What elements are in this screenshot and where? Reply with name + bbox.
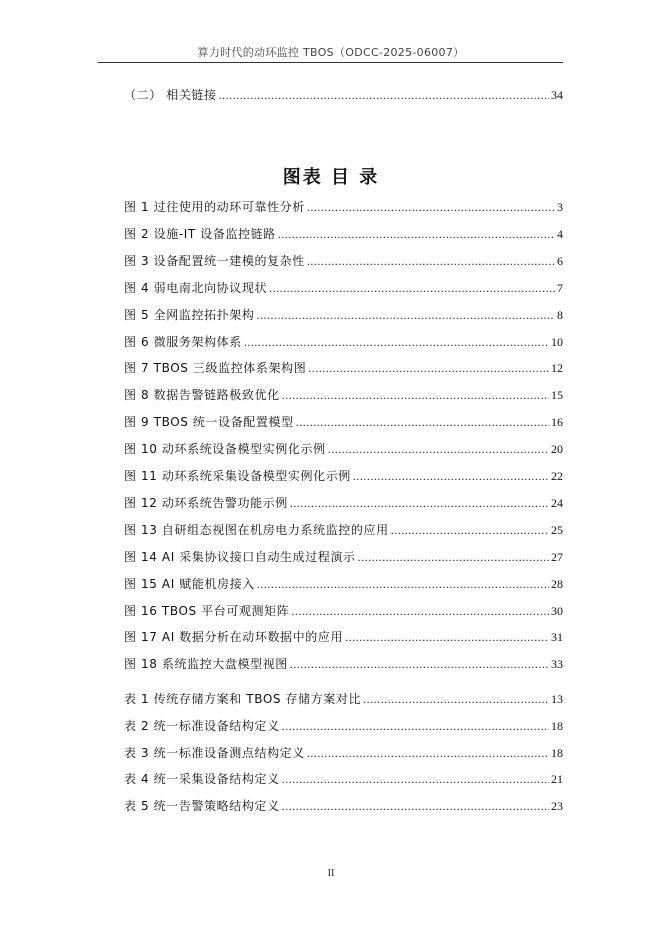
table-toc-entry[interactable] xyxy=(124,690,563,706)
toc-entry-label: 图 5 全网监控拓扑架构 xyxy=(124,307,255,322)
toc-entry-page: 3 xyxy=(557,200,563,214)
figure-toc-entry[interactable] xyxy=(124,252,563,268)
toc-entry-page: 25 xyxy=(551,522,563,537)
toc-entry-label: 图 11 动环系统采集设备模型实例化示例 xyxy=(124,469,351,483)
toc-leader-dots xyxy=(219,88,549,103)
toc-entry-label: 图 13 自研组态视图在机房电力系统监控的应用 xyxy=(124,522,389,537)
toc-entry-page: 13 xyxy=(551,692,563,706)
toc-entry-label: 图 18 系统监控大盘模型视图 xyxy=(124,657,288,672)
figure-toc-entry[interactable] xyxy=(124,467,563,483)
toc-entry-page: 27 xyxy=(551,549,563,564)
figure-toc-entry[interactable] xyxy=(124,386,563,402)
toc-entry-label: 图 7 TBOS 三级监控体系架构图 xyxy=(124,361,307,376)
toc-leader-dots xyxy=(345,630,549,645)
toc-entry-page: 20 xyxy=(551,442,563,457)
toc-entry-label: 图 16 TBOS 平台可观测矩阵 xyxy=(124,603,290,618)
toc-entry-label: 表 3 统一标准设备测点结构定义 xyxy=(124,745,305,760)
toc-entry-page: 16 xyxy=(551,415,563,430)
table-toc-entry[interactable] xyxy=(124,717,563,733)
toc-leader-dots xyxy=(244,335,549,350)
toc-entry-page: 12 xyxy=(551,361,563,376)
figure-toc-entry[interactable] xyxy=(124,628,563,644)
toc-entry-page: 21 xyxy=(551,772,563,787)
toc-entry-label: 图 12 动环系统告警功能示例 xyxy=(124,495,288,510)
toc-entry-page: 22 xyxy=(551,469,563,483)
figure-toc-entry[interactable] xyxy=(124,306,563,322)
toc-entry-page: 24 xyxy=(551,495,563,510)
toc-leader-dots xyxy=(307,254,555,269)
toc-entry-label: 图 8 数据告警链路极致优化 xyxy=(124,388,280,403)
toc-entry-label: 图 17 AI 数据分析在动环数据中的应用 xyxy=(124,630,344,645)
toc-leader-dots xyxy=(269,281,555,296)
toc-entry-label: 图 15 AI 赋能机房接入 xyxy=(124,576,255,591)
toc-leader-dots xyxy=(257,577,549,592)
figure-toc-entry[interactable] xyxy=(124,494,563,510)
toc-leader-dots xyxy=(358,550,549,565)
header-rule xyxy=(98,62,563,63)
toc-entry-label: 图 14 AI 采集协议接口自动生成过程演示 xyxy=(124,549,356,564)
toc-leader-dots xyxy=(256,308,555,323)
page-header: 算力时代的动环监控 TBOS（ODCC-2025-06007） xyxy=(197,46,465,59)
toc-leader-dots xyxy=(282,799,549,814)
toc-entry-label: 图 3 设备配置统一建模的复杂性 xyxy=(124,253,305,268)
toc-entry-page: 7 xyxy=(557,280,563,295)
figure-toc-entry[interactable] xyxy=(124,225,563,241)
list-of-figures-title: 图表 目 录 xyxy=(282,167,380,188)
toc-leader-dots xyxy=(282,772,549,787)
toc-entry-label: （二） 相关链接 xyxy=(124,88,217,102)
toc-leader-dots xyxy=(391,523,549,538)
toc-entry-label: 表 4 统一采集设备结构定义 xyxy=(124,772,280,787)
figure-toc-entry[interactable] xyxy=(124,440,563,456)
toc-entry-page: 23 xyxy=(551,799,563,814)
figure-toc-entry[interactable] xyxy=(124,602,563,618)
page-number: II xyxy=(327,868,335,879)
toc-entry-label: 图 2 设施-IT 设备监控链路 xyxy=(124,226,276,241)
figure-toc-entry[interactable] xyxy=(124,521,563,537)
toc-leader-dots xyxy=(282,388,549,403)
toc-entry-page: 31 xyxy=(551,630,563,645)
toc-entry-label: 表 5 统一告警策略结构定义 xyxy=(124,799,280,814)
table-toc-entry[interactable] xyxy=(124,744,563,760)
toc-entry-page: 18 xyxy=(551,718,563,733)
figure-toc-entry[interactable] xyxy=(124,279,563,295)
toc-entry-page: 6 xyxy=(557,253,563,268)
figure-toc-entry[interactable] xyxy=(124,575,563,591)
toc-entry-label: 图 4 弱电南北向协议现状 xyxy=(124,280,268,295)
toc-leader-dots xyxy=(353,469,549,484)
figure-toc-entry[interactable] xyxy=(124,198,563,214)
toc-entry-label: 表 1 传统存储方案和 TBOS 存储方案对比 xyxy=(124,692,362,706)
toc-entry-label: 图 9 TBOS 统一设备配置模型 xyxy=(124,415,294,430)
toc-leader-dots xyxy=(290,657,549,672)
toc-entry-page: 34 xyxy=(551,88,563,102)
toc-leader-dots xyxy=(307,200,555,215)
toc-leader-dots xyxy=(307,746,549,761)
toc-entry-label: 图 6 微服务架构体系 xyxy=(124,334,242,349)
toc-entry-related-links[interactable] xyxy=(124,86,563,102)
toc-entry-page: 28 xyxy=(551,576,563,591)
toc-entry-page: 30 xyxy=(551,603,563,618)
toc-entry-page: 10 xyxy=(551,334,563,349)
table-toc-entry[interactable] xyxy=(124,770,563,786)
figure-toc-entry[interactable] xyxy=(124,548,563,564)
toc-leader-dots xyxy=(290,496,549,511)
toc-entry-page: 4 xyxy=(557,226,563,241)
figure-toc-entry[interactable] xyxy=(124,333,563,349)
toc-entry-page: 33 xyxy=(551,657,563,672)
figure-toc-entry[interactable] xyxy=(124,359,563,375)
toc-entry-label: 图 10 动环系统设备模型实例化示例 xyxy=(124,442,326,457)
toc-leader-dots xyxy=(278,227,555,242)
toc-entry-label: 图 1 过往使用的动环可靠性分析 xyxy=(124,200,305,214)
toc-leader-dots xyxy=(328,442,549,457)
toc-leader-dots xyxy=(363,692,549,707)
toc-entry-label: 表 2 统一标准设备结构定义 xyxy=(124,718,280,733)
toc-entry-page: 15 xyxy=(551,388,563,403)
figure-toc-entry[interactable] xyxy=(124,413,563,429)
toc-entry-page: 8 xyxy=(557,307,563,322)
toc-leader-dots xyxy=(296,415,549,430)
toc-leader-dots xyxy=(282,719,549,734)
toc-leader-dots xyxy=(291,604,549,619)
toc-leader-dots xyxy=(308,361,549,376)
figure-toc-entry[interactable] xyxy=(124,655,563,671)
table-toc-entry[interactable] xyxy=(124,797,563,813)
toc-entry-page: 18 xyxy=(551,745,563,760)
